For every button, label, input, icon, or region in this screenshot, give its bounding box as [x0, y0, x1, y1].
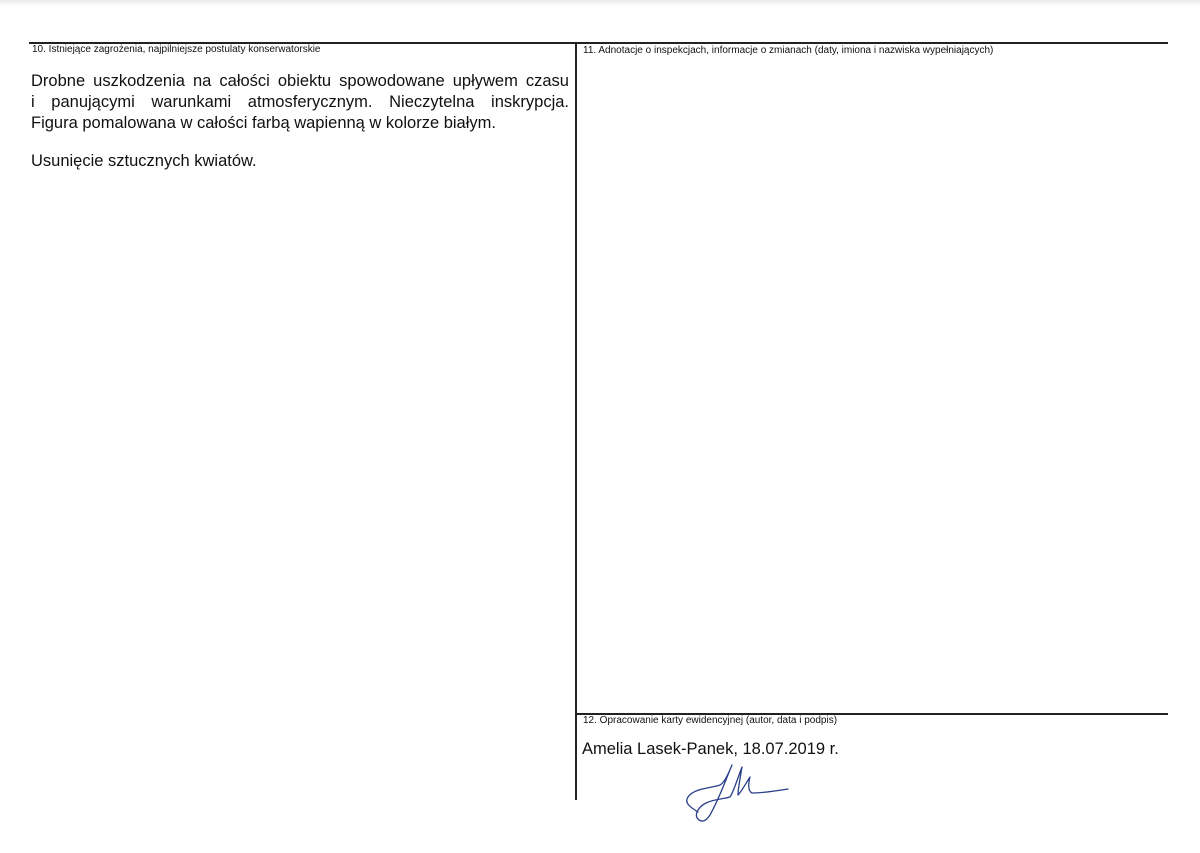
- column-divider: [575, 42, 577, 800]
- section-10-text: [31, 71, 569, 134]
- author-line: Amelia Lasek-Panek, 18.07.2019 r.: [582, 740, 839, 758]
- section-10-line-2: i panującymi warunkami atmosferycznym. Nieczytelna inskrypcja.: [31, 93, 569, 111]
- section-10-line-1: Drobne uszkodzenia na całości obiektu spowodowane upływem czasu: [31, 72, 569, 90]
- section-12-label: 12. Opracowanie karty ewidencyjnej (autor, data i podpis): [583, 715, 838, 726]
- section-11-label: 11. Adnotacje o inspekcjach, informacje o zmianach (daty, imiona i nazwiska wypełniających): [583, 45, 994, 56]
- section-10-line-3: Figura pomalowana w całości farbą wapienną w kolorze białym.: [31, 114, 496, 132]
- section-10-label: 10. Istniejące zagrożenia, najpilniejsze postulaty konserwatorskie: [32, 44, 321, 55]
- handwritten-signature: [668, 757, 798, 825]
- scan-edge: [0, 0, 1200, 6]
- section-10-note: Usunięcie sztucznych kwiatów.: [31, 152, 257, 170]
